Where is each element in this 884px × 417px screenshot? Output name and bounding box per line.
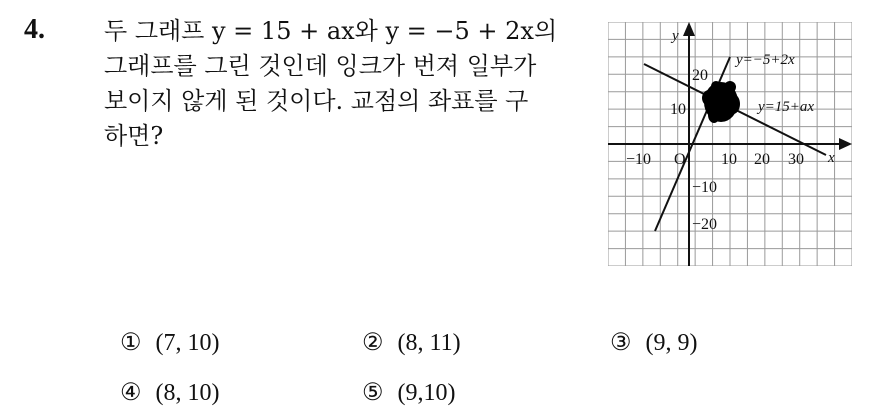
- question-line: 하면?: [104, 122, 164, 150]
- line1-label: y=−5+2x: [736, 52, 795, 68]
- x-axis-arrow: [839, 138, 852, 150]
- choice-3[interactable]: [610, 328, 698, 358]
- choice-4[interactable]: [120, 378, 220, 408]
- x-tick-label: 10: [721, 151, 737, 168]
- origin-label: O: [674, 151, 686, 168]
- choice-text: (8, 10): [155, 380, 220, 406]
- choice-text: (7, 10): [155, 330, 220, 356]
- choice-text: (9,10): [397, 380, 456, 406]
- choice-mark: ③: [610, 330, 632, 356]
- choice-mark: ④: [120, 380, 142, 406]
- choice-mark: ②: [362, 330, 384, 356]
- choice-1[interactable]: [120, 328, 220, 358]
- y-axis-arrow: [683, 22, 695, 36]
- choice-5[interactable]: [362, 378, 456, 408]
- x-tick-label: 20: [754, 151, 770, 168]
- x-tick-label: −10: [626, 151, 652, 168]
- ink-blot: [702, 81, 740, 123]
- coordinate-graph: [608, 22, 852, 266]
- choice-mark: ①: [120, 330, 142, 356]
- question-line: 두 그래프 y = 15 + ax와 y = −5 + 2x의: [104, 17, 558, 45]
- y-tick-label: −10: [692, 179, 718, 196]
- y-tick-label: 20: [692, 67, 708, 84]
- question-line: 그래프를 그린 것인데 잉크가 번져 일부가: [104, 52, 537, 80]
- choice-2[interactable]: [362, 328, 461, 358]
- choice-text: (9, 9): [645, 330, 698, 356]
- x-axis-label: x: [828, 150, 835, 166]
- y-tick-label: −20: [692, 216, 718, 233]
- question-text: [104, 14, 594, 154]
- question-number: 4.: [24, 14, 45, 45]
- question-line: 보이지 않게 된 것이다. 교점의 좌표를 구: [104, 87, 529, 115]
- y-axis-label: y: [672, 28, 679, 44]
- choice-mark: ⑤: [362, 380, 384, 406]
- choice-text: (8, 11): [397, 330, 461, 356]
- line2-label: y=15+ax: [758, 99, 815, 115]
- x-tick-label: 30: [788, 151, 804, 168]
- y-tick-label: 10: [670, 101, 686, 118]
